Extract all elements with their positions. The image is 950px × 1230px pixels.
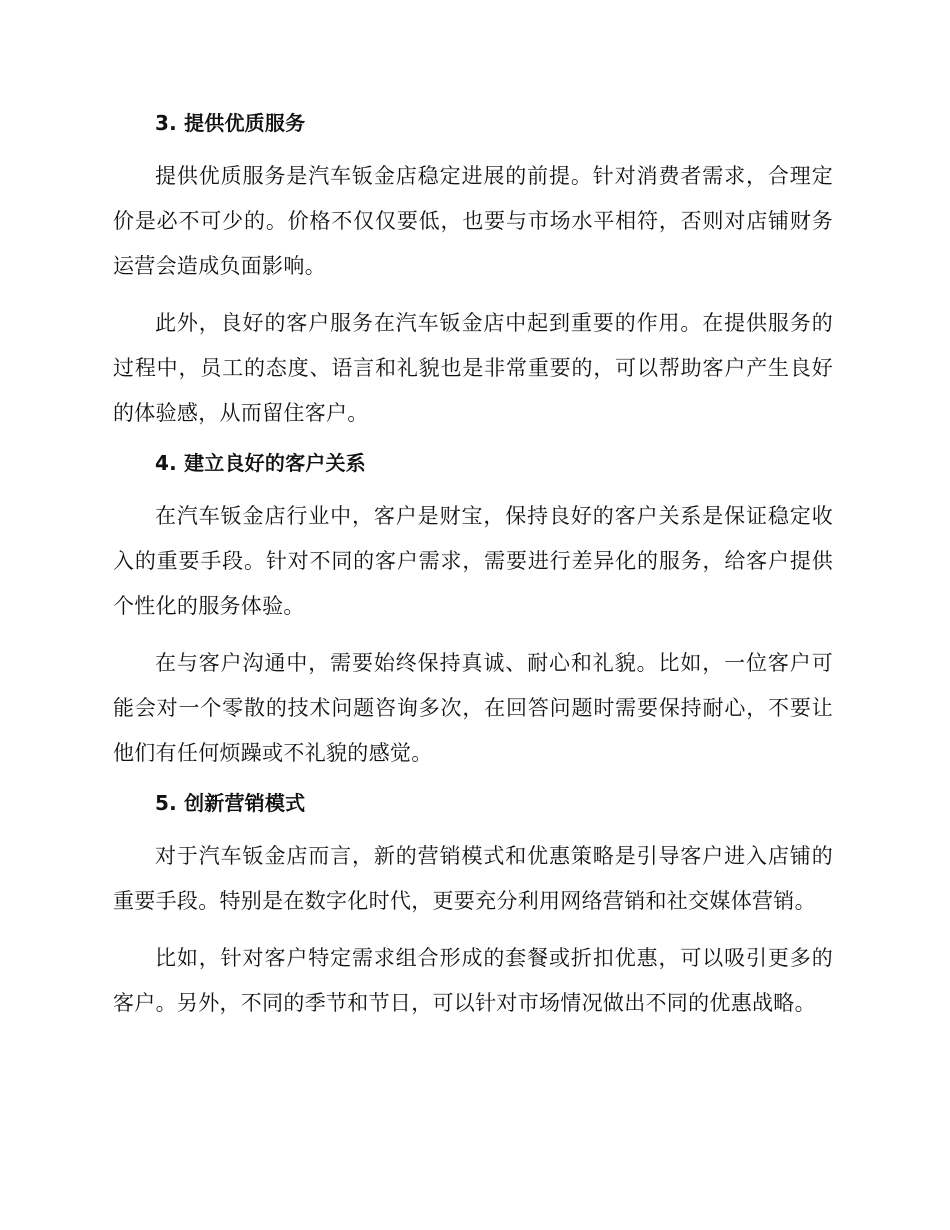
document-page bbox=[113, 108, 833, 1038]
paragraph: 对于汽车钣金店而言，新的营销模式和优惠策略是引导客户进入店铺的重要手段。特别是在数字化时代，更要充分利用网络营销和社交媒体营销。 bbox=[113, 844, 833, 913]
section-marketing-innovation bbox=[113, 788, 833, 1026]
paragraph: 此外，良好的客户服务在汽车钣金店中起到重要的作用。在提供服务的过程中，员工的态度、语言和礼貌也是非常重要的，可以帮助客户产生良好的体验感，从而留住客户。 bbox=[113, 311, 833, 425]
paragraph: 在汽车钣金店行业中，客户是财宝，保持良好的客户关系是保证稳定收入的重要手段。针对不同的客户需求，需要进行差异化的服务，给客户提供个性化的服务体验。 bbox=[113, 504, 833, 618]
section-heading: 4. 建立良好的客户关系 bbox=[155, 451, 366, 475]
paragraph: 在与客户沟通中，需要始终保持真诚、耐心和礼貌。比如，一位客户可能会对一个零散的技术问题咨询多次，在回答问题时需要保持耐心，不要让他们有任何烦躁或不礼貌的感觉。 bbox=[113, 651, 833, 765]
paragraph: 比如，针对客户特定需求组合形成的套餐或折扣优惠，可以吸引更多的客户。另外，不同的季节和节日，可以针对市场情况做出不同的优惠战略。 bbox=[113, 946, 833, 1015]
section-quality-service bbox=[113, 108, 833, 436]
section-heading: 5. 创新营销模式 bbox=[155, 791, 306, 815]
section-customer-relations bbox=[113, 448, 833, 776]
paragraph: 提供优质服务是汽车钣金店稳定进展的前提。针对消费者需求，合理定价是必不可少的。价格不仅仅要低，也要与市场水平相符，否则对店铺财务运营会造成负面影响。 bbox=[113, 164, 833, 278]
section-heading: 3. 提供优质服务 bbox=[155, 111, 306, 135]
